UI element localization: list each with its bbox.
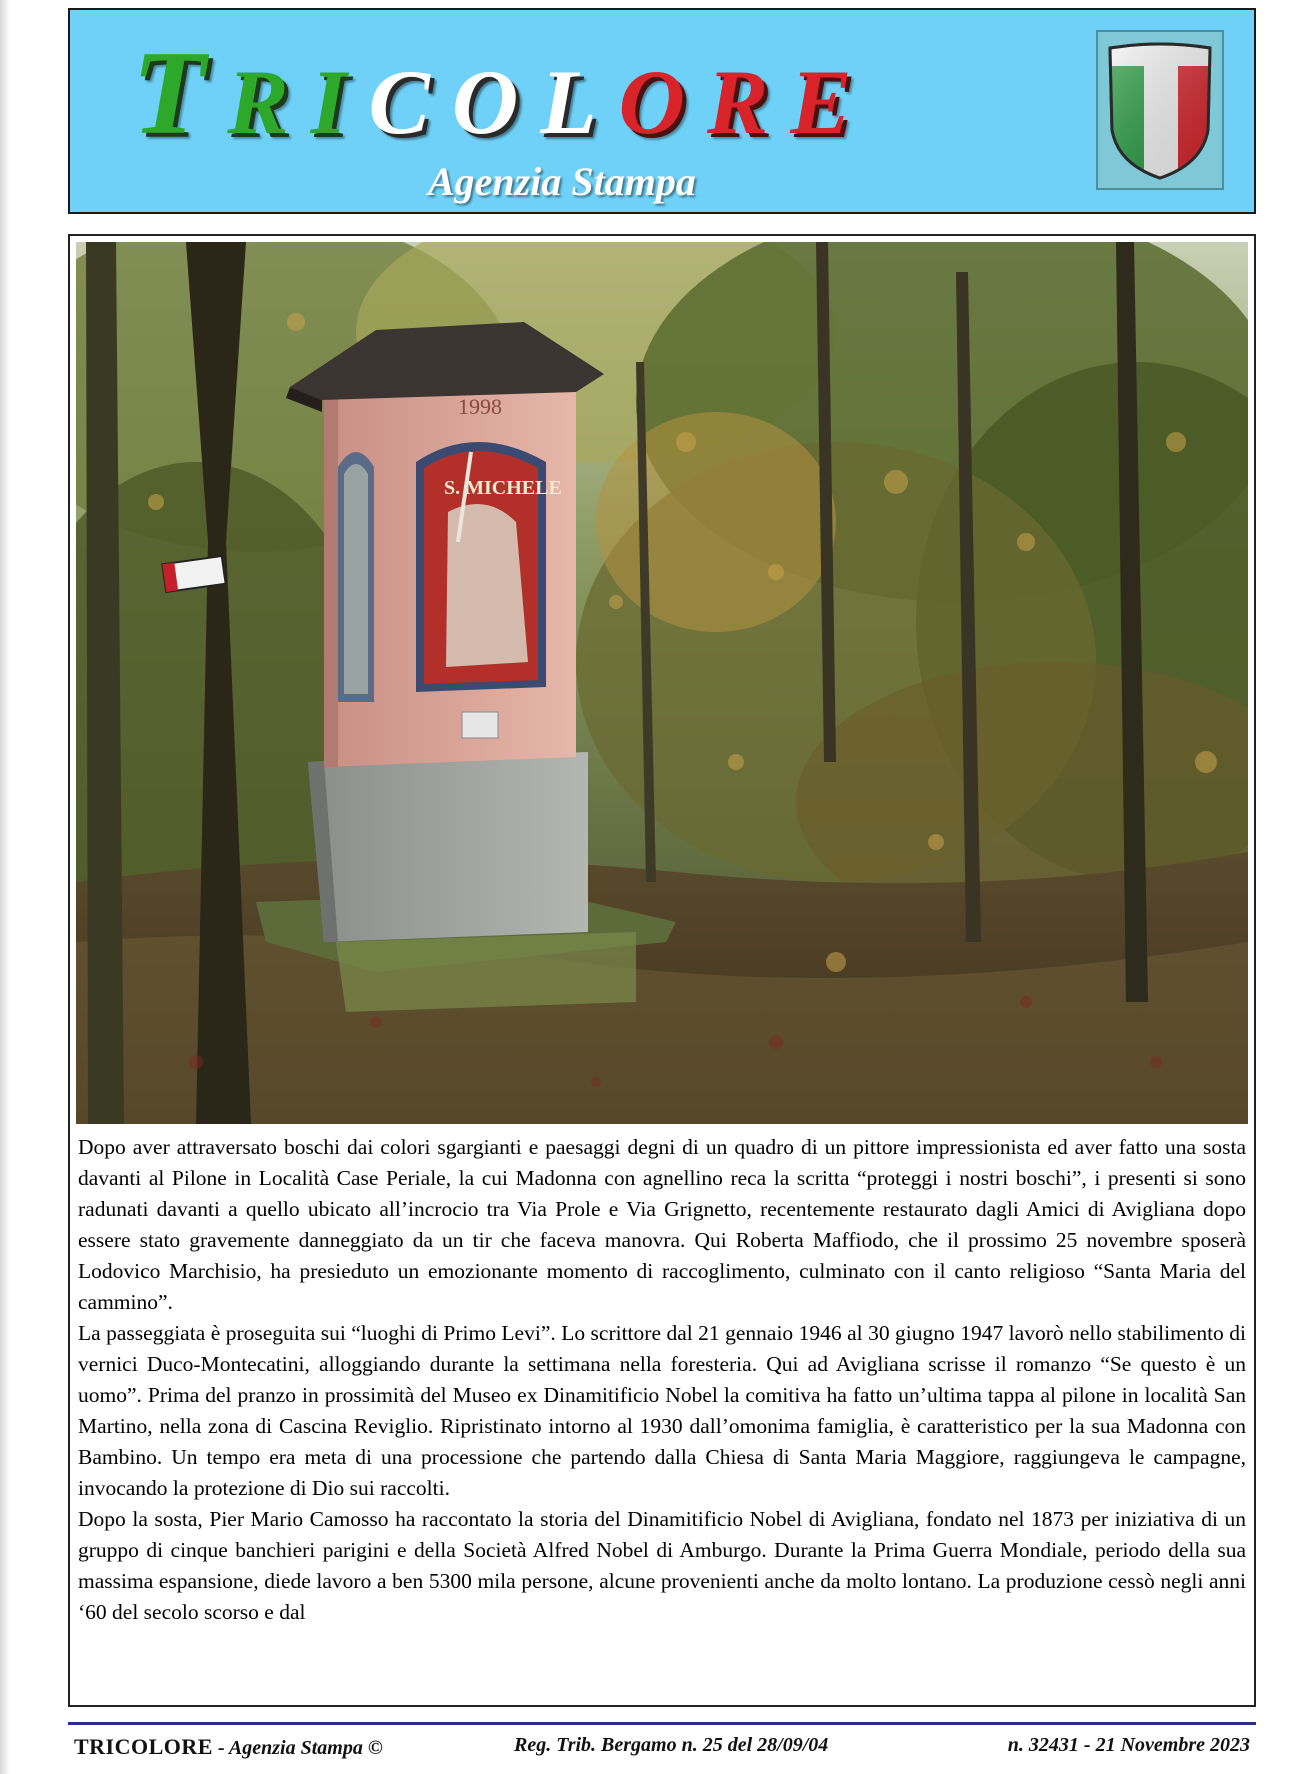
shrine-inscription: S. MICHELE [444,477,562,499]
footer-issue: n. 32431 - 21 Novembre 2023 [1007,1734,1250,1756]
roadside-shrine-photo [76,242,1248,1124]
logo-frame [1096,30,1224,190]
article-paragraph: Dopo aver attraversato boschi dai colori sgargianti e paesaggi degni di un quadro di un pittore impressionista ed aver fatto una sosta davanti al Pilone in Località Case Periale, la cui Madonna con agnellino reca la scritta “proteggi i nostri boschi”, i presenti si sono radunati davanti a quello ubicato all’incrocio tra Via Prole e Via Grignetto, recentemente restaurato dagli Amici di Avigliana dopo essere stato gravemente danneggiato da un tir che faceva manovra. Qui Roberta Maffiodo, che il prossimo 25 novembre sposerà Lodovico Marchisio, ha presieduto un emozionante momento di raccoglimento, culminato con il canto religioso “Santa Maria del cammino”. [78,1135,1246,1314]
article-body [78,1132,1246,1628]
article-paragraph: La passeggiata è proseguita sui “luoghi di Primo Levi”. Lo scrittore dal 21 gennaio 1946 al 30 giugno 1947 lavorò nello stabilimento di vernici Duco-Montecatini, alloggiando durante la settimana nella foresteria. Qui ad Avigliana scrisse il romanzo “Se questo è un uomo”. Prima del pranzo in prossimità del Museo ex Dinamitificio Nobel la comitiva ha fatto un’ultima tappa al pilone in località San Martino, nella zona di Cascina Reviglio. Ripristinato intorno al 1930 dall’omonima famiglia, è caratteristico per la sua Madonna con Bambino. Un tempo era meta di una processione che partendo dalla Chiesa di Santa Maria Maggiore, raggiungeva le campagne, invocando la protezione di Dio sui raccolti. [78,1321,1246,1500]
footer-registration: Reg. Trib. Bergamo n. 25 del 28/09/04 [514,1734,829,1756]
forest-shrine-illustration [76,242,1248,1124]
title-letter: T [132,26,228,159]
italian-flag-shield-icon [1104,38,1216,182]
footer-brand: TRICOLORE [74,1734,213,1759]
masthead [68,8,1256,214]
article-paragraph: Dopo la sosta, Pier Mario Camosso ha raccontato la storia del Dinamitificio Nobel di Avigliana, fondato nel 1873 per iniziativa di un gruppo di cinque banchieri parigini e della Società Alfred Nobel di Amburgo. Durante la Prima Guerra Mondiale, periodo della sua massima espansione, diede lavoro a ben 5300 mila persone, alcune provenienti anche da molto lontano. La produzione cessò negli anni ‘60 del secolo scorso e dal [78,1507,1246,1624]
title-letter: O [618,51,707,153]
title-letter: L [540,51,619,153]
footer-agency: - Agenzia Stampa © [212,1737,383,1759]
title-letter: E [790,51,874,153]
footer [74,1734,1254,1766]
masthead-title [132,24,874,159]
shrine-year: 1998 [458,394,502,419]
title-letter: I [310,51,369,153]
title-letter: R [706,51,791,153]
page-edge-shadow [0,0,10,1774]
title-letter: O [451,51,541,153]
footer-publication [74,1734,383,1760]
footer-rule [68,1722,1256,1725]
content-frame [68,234,1256,1707]
title-letter: R [227,51,311,153]
masthead-subtitle: Agenzia Stampa [428,159,696,204]
title-letter: C [368,51,452,153]
